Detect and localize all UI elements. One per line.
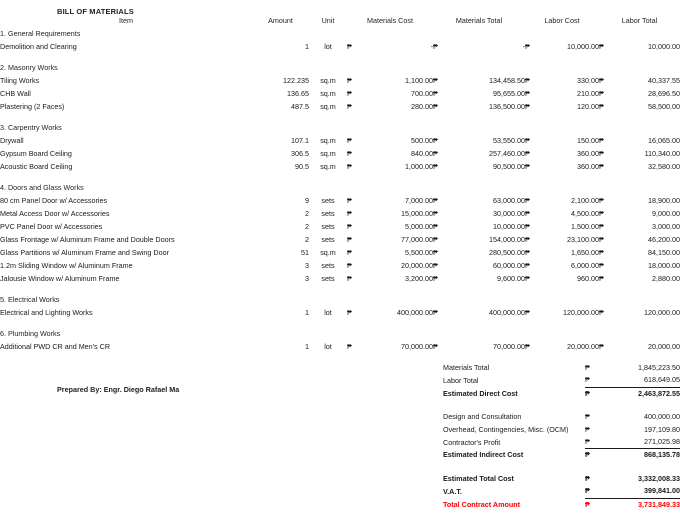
- row-materials-cost-currency: ₱: [347, 261, 352, 270]
- row-materials-total: -: [522, 42, 525, 51]
- row-labor-total-currency: ₱: [599, 196, 604, 205]
- row-labor-total-currency: ₱: [599, 162, 604, 171]
- row-labor-cost: 2,100.00: [571, 196, 600, 205]
- row-labor-total: 28,696.50: [648, 89, 680, 98]
- row-amount: 136.65: [287, 89, 309, 98]
- row-materials-cost-currency: ₱: [347, 235, 352, 244]
- row-materials-cost-currency: ₱: [347, 222, 352, 231]
- section-heading-row: [0, 27, 680, 40]
- row-labor-total-currency: ₱: [599, 261, 604, 270]
- table-row: [0, 100, 680, 113]
- row-materials-cost-currency: ₱: [347, 76, 352, 85]
- row-unit: lot: [324, 342, 332, 351]
- summary-value: 399,841.00: [601, 485, 680, 498]
- row-materials-total-currency: ₱: [433, 222, 438, 231]
- row-materials-total-currency: ₱: [433, 209, 438, 218]
- row-item: CHB Wall: [0, 89, 31, 98]
- row-labor-total-currency: ₱: [599, 136, 604, 145]
- table-body: [0, 27, 680, 353]
- column-header-materials-cost: Materials Cost: [367, 16, 413, 25]
- row-materials-cost-currency: ₱: [347, 162, 352, 171]
- row-item: Tiling Works: [0, 76, 40, 85]
- summary-label: V.A.T.: [443, 486, 462, 496]
- row-labor-total: 58,500.00: [648, 102, 680, 111]
- row-item: Jalousie Window w/ Aluminum Frame: [0, 274, 120, 283]
- row-labor-total-currency: ₱: [599, 76, 604, 85]
- row-labor-cost-currency: ₱: [525, 235, 530, 244]
- section-heading: 2. Masonry Works: [0, 63, 58, 72]
- bill-of-materials-table: [0, 14, 680, 353]
- table-row: [0, 340, 680, 353]
- table-row: [0, 134, 680, 147]
- table-header: [0, 14, 680, 27]
- row-materials-total-currency: ₱: [433, 42, 438, 51]
- row-labor-total: 46,200.00: [648, 235, 680, 244]
- table-row: [0, 272, 680, 285]
- row-materials-cost: 15,000.00: [401, 209, 433, 218]
- prepared-by-label: Prepared By: Engr. Diego Rafael Ma: [57, 385, 180, 394]
- row-materials-cost-currency: ₱: [347, 274, 352, 283]
- row-labor-cost-currency: ₱: [525, 76, 530, 85]
- column-header-labor-total: Labor Total: [621, 16, 658, 25]
- row-materials-total: 10,000.00: [493, 222, 525, 231]
- row-labor-total: 40,337.55: [648, 76, 680, 85]
- row-amount: 306.5: [291, 149, 309, 158]
- table-row: [0, 87, 680, 100]
- summary-row: [443, 473, 680, 485]
- summary-value: 271,025.98: [601, 436, 680, 449]
- section-heading-row: [0, 327, 680, 340]
- row-item: Gypsum Board Ceiling: [0, 149, 72, 158]
- row-labor-cost: 23,100.00: [567, 235, 600, 244]
- row-amount: 1: [305, 342, 309, 351]
- row-item: Plastering (2 Faces): [0, 102, 65, 111]
- row-labor-cost: 120,000.00: [563, 308, 600, 317]
- row-labor-cost-currency: ₱: [525, 162, 530, 171]
- row-materials-total-currency: ₱: [433, 274, 438, 283]
- row-amount: 487.5: [291, 102, 309, 111]
- summary-label: Estimated Direct Cost: [443, 388, 518, 398]
- row-labor-cost-currency: ₱: [525, 102, 530, 111]
- table-row: [0, 194, 680, 207]
- row-materials-cost-currency: ₱: [347, 89, 352, 98]
- cost-summary: [443, 362, 680, 511]
- row-labor-cost: 1,500.00: [571, 222, 600, 231]
- row-materials-cost: 1,100.00: [405, 76, 433, 85]
- summary-value: 2,463,872.55: [638, 388, 680, 398]
- section-heading: 3. Carpentry Works: [0, 123, 62, 132]
- row-labor-total-currency: ₱: [599, 274, 604, 283]
- row-labor-cost: 960.00: [577, 274, 600, 283]
- row-amount: 107.1: [291, 136, 309, 145]
- table-row: [0, 160, 680, 173]
- summary-spacer-2: [443, 462, 680, 473]
- row-labor-cost-currency: ₱: [525, 89, 530, 98]
- row-labor-cost: 1,650.00: [571, 248, 600, 257]
- row-labor-cost: 10,000.00: [567, 42, 600, 51]
- table-row: [0, 147, 680, 160]
- row-materials-total: 154,000.00: [489, 235, 525, 244]
- section-heading-row: [0, 293, 680, 306]
- section-heading: 5. Electrical Works: [0, 295, 60, 304]
- row-unit: sq.m: [320, 162, 336, 171]
- row-materials-total: 9,600.00: [497, 274, 525, 283]
- row-materials-cost: 280.00: [411, 102, 433, 111]
- row-labor-total: 18,900.00: [648, 196, 680, 205]
- summary-value: 3,332,008.33: [638, 473, 680, 483]
- section-spacer: [0, 113, 680, 121]
- row-unit: sets: [321, 274, 335, 283]
- row-unit: sq.m: [320, 102, 336, 111]
- row-materials-total: 60,000.00: [493, 261, 525, 270]
- row-materials-total: 136,500.00: [489, 102, 525, 111]
- section-heading-row: [0, 121, 680, 134]
- row-unit: sq.m: [320, 89, 336, 98]
- row-item: Metal Access Door w/ Accessories: [0, 209, 110, 218]
- row-materials-cost-currency: ₱: [347, 149, 352, 158]
- row-amount: 1: [305, 42, 309, 51]
- row-materials-cost: 500.00: [411, 136, 433, 145]
- row-materials-total: 280,500.00: [489, 248, 525, 257]
- row-item: Acoustic Board Ceiling: [0, 162, 73, 171]
- row-materials-cost: -: [430, 42, 433, 51]
- row-labor-total-currency: ₱: [599, 308, 604, 317]
- summary-label: Contractor's Profit: [443, 437, 501, 447]
- summary-row: [443, 387, 680, 400]
- summary-label: Estimated Indirect Cost: [443, 450, 524, 460]
- row-labor-total-currency: ₱: [599, 102, 604, 111]
- summary-spacer-1: [443, 400, 680, 411]
- row-labor-cost-currency: ₱: [525, 42, 530, 51]
- row-labor-total: 16,065.00: [648, 136, 680, 145]
- row-materials-cost: 400,000.00: [397, 308, 433, 317]
- row-labor-cost-currency: ₱: [525, 196, 530, 205]
- row-item: Additional PWD CR and Men's CR: [0, 342, 111, 351]
- row-materials-cost: 700.00: [411, 89, 433, 98]
- row-unit: sq.m: [320, 149, 336, 158]
- row-materials-total-currency: ₱: [433, 149, 438, 158]
- row-materials-total-currency: ₱: [433, 89, 438, 98]
- row-materials-cost-currency: ₱: [347, 102, 352, 111]
- summary-row: [443, 411, 680, 423]
- table-row: [0, 246, 680, 259]
- row-item: Electrical and Lighting Works: [0, 308, 93, 317]
- row-labor-cost: 360.00: [577, 162, 600, 171]
- row-materials-total-currency: ₱: [433, 308, 438, 317]
- row-amount: 3: [305, 274, 309, 283]
- row-materials-cost: 70,000.00: [401, 342, 433, 351]
- row-item: Demolition and Clearing: [0, 42, 77, 51]
- row-unit: sets: [321, 235, 335, 244]
- summary-row: [443, 498, 680, 511]
- row-unit: sets: [321, 222, 335, 231]
- column-header-item: Item: [119, 16, 133, 25]
- row-amount: 9: [305, 196, 309, 205]
- row-item: 1.2m Sliding Window w/ Aluminum Frame: [0, 261, 133, 270]
- row-unit: sq.m: [320, 136, 336, 145]
- row-unit: lot: [324, 42, 332, 51]
- summary-row: [443, 485, 680, 498]
- summary-value: 197,109.80: [644, 424, 680, 434]
- row-item: 80 cm Panel Door w/ Accessories: [0, 196, 108, 205]
- document-title: BILL OF MATERIALS: [57, 7, 134, 16]
- summary-currency: ₱: [585, 363, 590, 372]
- row-labor-cost-currency: ₱: [525, 261, 530, 270]
- row-labor-total-currency: ₱: [599, 235, 604, 244]
- row-materials-cost-currency: ₱: [347, 196, 352, 205]
- row-materials-total-currency: ₱: [433, 196, 438, 205]
- row-materials-total: 63,000.00: [493, 196, 525, 205]
- row-materials-total-currency: ₱: [433, 342, 438, 351]
- row-materials-total-currency: ₱: [433, 162, 438, 171]
- table-row: [0, 40, 680, 53]
- row-materials-cost-currency: ₱: [347, 42, 352, 51]
- row-unit: sets: [321, 209, 335, 218]
- summary-currency: ₱: [585, 499, 590, 509]
- row-unit: sets: [321, 261, 335, 270]
- row-labor-cost-currency: ₱: [525, 136, 530, 145]
- summary-final-table: [443, 473, 680, 511]
- row-labor-cost-currency: ₱: [525, 248, 530, 257]
- row-materials-total: 134,458.50: [489, 76, 525, 85]
- row-materials-cost-currency: ₱: [347, 136, 352, 145]
- row-labor-total-currency: ₱: [599, 248, 604, 257]
- table-row: [0, 306, 680, 319]
- row-labor-total: 120,000.00: [644, 308, 680, 317]
- summary-value: 400,000.00: [644, 412, 680, 422]
- table-row: [0, 74, 680, 87]
- section-spacer: [0, 173, 680, 181]
- row-materials-total: 70,000.00: [493, 342, 525, 351]
- column-header-labor-cost: Labor Cost: [544, 16, 580, 25]
- summary-indirect-table: [443, 411, 680, 462]
- row-item: Glass Frontage w/ Aluminum Frame and Double Doors: [0, 235, 175, 244]
- row-labor-cost: 20,000.00: [567, 342, 600, 351]
- row-materials-total: 53,550.00: [493, 136, 525, 145]
- summary-currency: ₱: [585, 388, 590, 398]
- row-labor-total: 20,000.00: [648, 342, 680, 351]
- row-labor-total-currency: ₱: [599, 222, 604, 231]
- row-labor-total: 32,580.00: [648, 162, 680, 171]
- row-labor-total: 9,000.00: [652, 209, 680, 218]
- row-amount: 1: [305, 308, 309, 317]
- section-spacer: [0, 319, 680, 327]
- row-item: Glass Partitions w/ Aluminum Frame and Swing Door: [0, 248, 169, 257]
- summary-label: Overhead, Contingencies, Misc. (OCM): [443, 424, 569, 434]
- summary-currency: ₱: [585, 473, 590, 483]
- row-materials-total-currency: ₱: [433, 261, 438, 270]
- table-row: [0, 233, 680, 246]
- section-heading: 6. Plumbing Works: [0, 329, 61, 338]
- summary-value: 1,845,223.50: [638, 363, 680, 372]
- row-materials-total: 90,500.00: [493, 162, 525, 171]
- row-amount: 2: [305, 235, 309, 244]
- summary-currency: ₱: [585, 485, 601, 498]
- row-materials-cost: 5,000.00: [405, 222, 433, 231]
- row-labor-cost-currency: ₱: [525, 342, 530, 351]
- summary-direct-table: [443, 362, 680, 400]
- section-heading-row: [0, 181, 680, 194]
- row-materials-total-currency: ₱: [433, 248, 438, 257]
- row-labor-cost: 4,500.00: [571, 209, 600, 218]
- row-unit: sets: [321, 196, 335, 205]
- row-labor-total-currency: ₱: [599, 149, 604, 158]
- table-row: [0, 220, 680, 233]
- row-labor-total-currency: ₱: [599, 209, 604, 218]
- row-unit: lot: [324, 308, 332, 317]
- summary-currency: ₱: [585, 450, 590, 460]
- row-labor-cost: 6,000.00: [571, 261, 600, 270]
- row-amount: 90.5: [295, 162, 309, 171]
- row-labor-total-currency: ₱: [599, 342, 604, 351]
- row-labor-cost-currency: ₱: [525, 222, 530, 231]
- section-spacer: [0, 285, 680, 293]
- summary-value: 3,731,849.33: [638, 499, 680, 509]
- row-unit: sq.m: [320, 76, 336, 85]
- row-labor-cost-currency: ₱: [525, 308, 530, 317]
- row-labor-total-currency: ₱: [599, 89, 604, 98]
- row-materials-total-currency: ₱: [433, 76, 438, 85]
- row-materials-total-currency: ₱: [433, 136, 438, 145]
- section-spacer: [0, 53, 680, 61]
- row-labor-cost-currency: ₱: [525, 274, 530, 283]
- row-labor-total: 10,000.00: [648, 42, 680, 51]
- row-materials-cost: 840.00: [411, 149, 433, 158]
- row-materials-total-currency: ₱: [433, 235, 438, 244]
- summary-row: [443, 424, 680, 436]
- row-materials-cost-currency: ₱: [347, 308, 352, 317]
- row-materials-cost: 3,200.00: [405, 274, 433, 283]
- row-labor-total: 3,000.00: [652, 222, 680, 231]
- row-labor-cost: 120.00: [577, 102, 600, 111]
- summary-row: [443, 374, 680, 387]
- row-materials-cost-currency: ₱: [347, 248, 352, 257]
- summary-value: 618,649.05: [601, 374, 680, 387]
- summary-value: 868,135.78: [644, 450, 680, 460]
- row-item: Drywall: [0, 136, 24, 145]
- row-labor-cost: 210.00: [577, 89, 600, 98]
- column-header-amount: Amount: [268, 16, 293, 25]
- summary-label: Materials Total: [443, 363, 490, 372]
- row-labor-cost-currency: ₱: [525, 149, 530, 158]
- row-materials-cost: 7,000.00: [405, 196, 433, 205]
- row-item: PVC Panel Door w/ Accessories: [0, 222, 103, 231]
- row-amount: 2: [305, 209, 309, 218]
- summary-currency: ₱: [585, 424, 590, 434]
- section-heading-row: [0, 61, 680, 74]
- row-unit: sq.m: [320, 248, 336, 257]
- summary-label: Total Contract Amount: [443, 499, 521, 509]
- row-labor-total: 2,880.00: [652, 274, 680, 283]
- row-materials-total: 30,000.00: [493, 209, 525, 218]
- row-labor-total: 110,340.00: [644, 149, 680, 158]
- row-materials-cost: 77,000.00: [401, 235, 433, 244]
- row-labor-total: 84,150.00: [648, 248, 680, 257]
- row-materials-total-currency: ₱: [433, 102, 438, 111]
- row-amount: 2: [305, 222, 309, 231]
- row-labor-total: 18,000.00: [648, 261, 680, 270]
- section-heading: 4. Doors and Glass Works: [0, 183, 84, 192]
- summary-label: Estimated Total Cost: [443, 473, 514, 483]
- row-amount: 122.235: [283, 76, 309, 85]
- row-materials-total: 400,000.00: [489, 308, 525, 317]
- summary-row: [443, 362, 680, 374]
- row-materials-total: 95,655.00: [493, 89, 525, 98]
- column-header-unit: Unit: [321, 16, 335, 25]
- row-materials-cost: 1,000.00: [405, 162, 433, 171]
- summary-currency: ₱: [585, 374, 601, 387]
- row-materials-cost-currency: ₱: [347, 209, 352, 218]
- row-labor-cost: 360.00: [577, 149, 600, 158]
- row-amount: 3: [305, 261, 309, 270]
- summary-label: Design and Consultation: [443, 412, 522, 422]
- row-materials-cost: 20,000.00: [401, 261, 433, 270]
- column-header-materials-total: Materials Total: [455, 16, 503, 25]
- summary-row: [443, 449, 680, 462]
- section-heading: 1. General Requirements: [0, 29, 81, 38]
- row-labor-cost-currency: ₱: [525, 209, 530, 218]
- row-labor-total-currency: ₱: [599, 42, 604, 51]
- summary-currency: ₱: [585, 436, 601, 449]
- row-materials-cost-currency: ₱: [347, 342, 352, 351]
- row-labor-cost: 330.00: [577, 76, 600, 85]
- table-row: [0, 259, 680, 272]
- summary-currency: ₱: [585, 412, 590, 422]
- row-materials-cost: 5,500.00: [405, 248, 433, 257]
- row-labor-cost: 150.00: [577, 136, 600, 145]
- table-row: [0, 207, 680, 220]
- row-amount: 51: [301, 248, 309, 257]
- row-materials-total: 257,460.00: [489, 149, 525, 158]
- summary-label: Labor Total: [443, 375, 479, 385]
- summary-row: [443, 436, 680, 449]
